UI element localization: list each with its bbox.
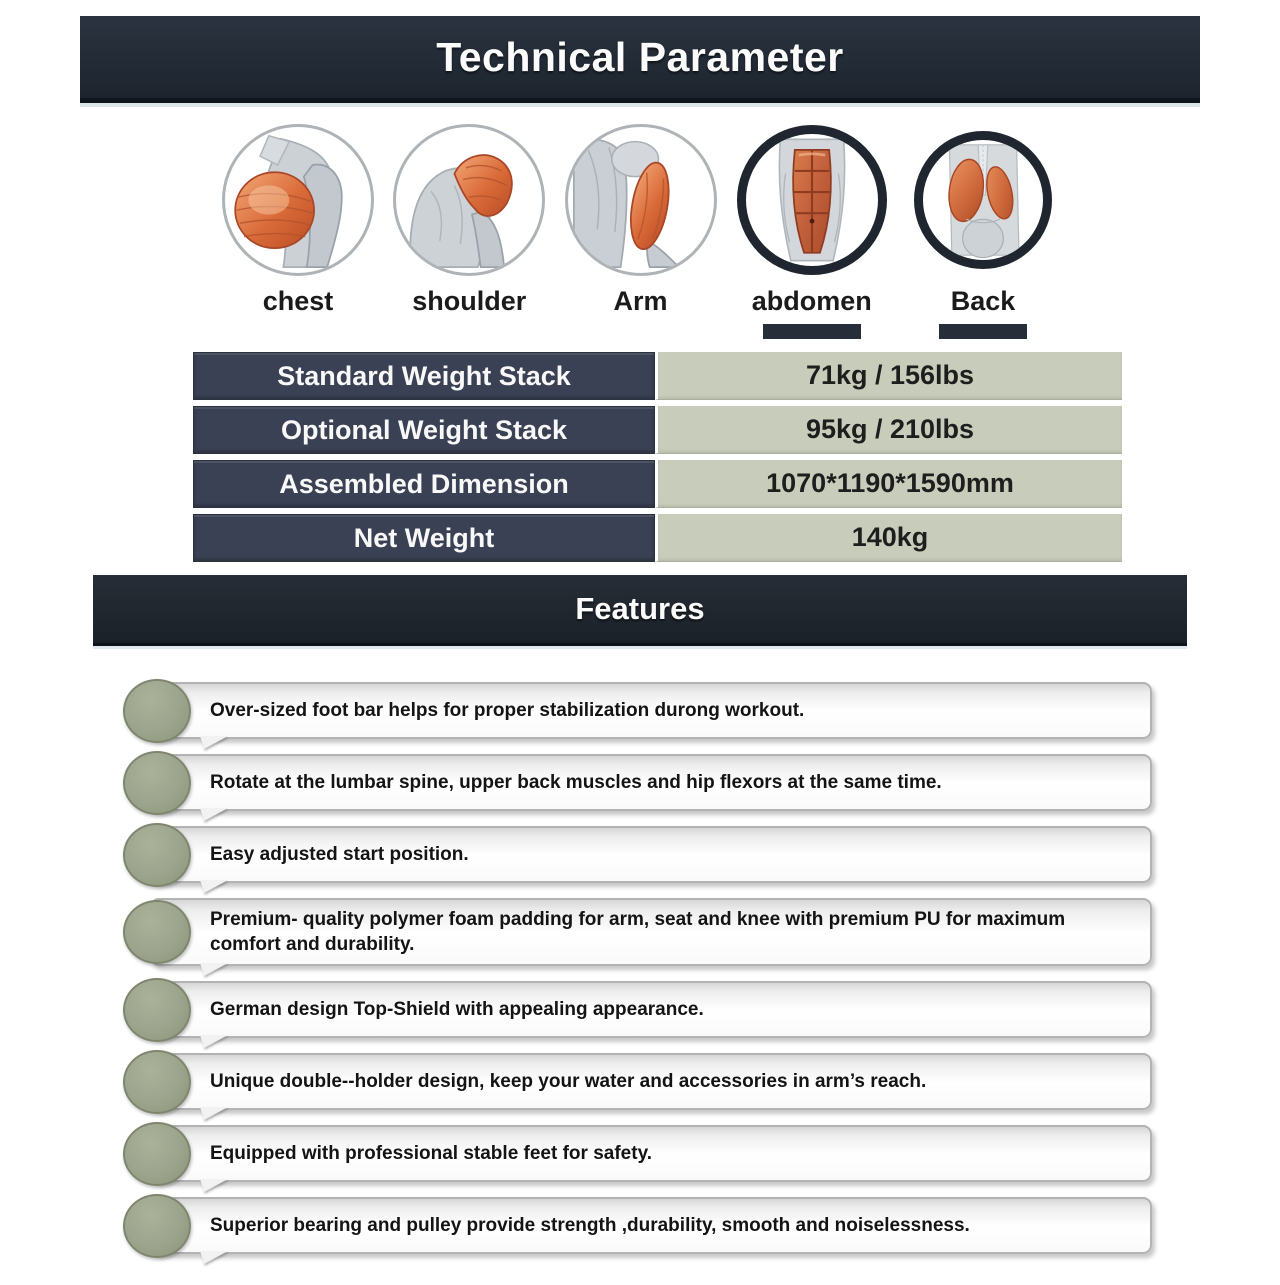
feature-row xyxy=(120,981,1152,1038)
abdomen-active-underline xyxy=(763,324,861,339)
spec-table-row xyxy=(193,406,1122,454)
feature-text: Over-sized foot bar helps for proper stabilization durong workout. xyxy=(150,682,1152,739)
arm-circle xyxy=(565,118,717,282)
spec-table-row xyxy=(193,514,1122,562)
feature-bullet-icon xyxy=(123,1050,191,1114)
feature-text: German design Top-Shield with appealing appearance. xyxy=(150,981,1152,1038)
feature-row xyxy=(120,1197,1152,1254)
feature-bullet-icon xyxy=(123,1194,191,1258)
back-muscle-illustration xyxy=(914,131,1052,269)
spec-label-cell: Optional Weight Stack xyxy=(193,406,655,454)
muscle-item-arm xyxy=(556,118,726,339)
chest-muscle-illustration xyxy=(222,124,374,276)
feature-text: Superior bearing and pulley provide strength ,durability, smooth and noiselessness. xyxy=(150,1197,1152,1254)
features-header xyxy=(93,575,1187,646)
feature-row xyxy=(120,826,1152,883)
muscle-item-shoulder xyxy=(384,118,554,339)
back-active-underline xyxy=(939,324,1027,339)
abdomen-circle xyxy=(737,118,887,282)
feature-bullet-icon xyxy=(123,978,191,1042)
feature-bullet-icon xyxy=(123,751,191,815)
feature-row xyxy=(120,1125,1152,1182)
back-circle xyxy=(914,118,1052,282)
muscle-label-shoulder: shoulder xyxy=(412,286,527,316)
feature-row xyxy=(120,898,1152,966)
feature-text: Unique double--holder design, keep your water and accessories in arm’s reach. xyxy=(150,1053,1152,1110)
feature-bullet-icon xyxy=(123,679,191,743)
technical-parameter-header xyxy=(80,16,1200,103)
muscle-item-back xyxy=(898,118,1068,339)
shoulder-circle xyxy=(393,118,545,282)
technical-parameter-title: Technical Parameter xyxy=(436,33,844,80)
spec-value-cell: 71kg / 156lbs xyxy=(655,352,1122,400)
shoulder-muscle-illustration xyxy=(393,124,545,276)
spec-value-cell: 1070*1190*1590mm xyxy=(655,460,1122,508)
muscle-item-abdomen xyxy=(727,118,897,339)
feature-text: Equipped with professional stable feet for safety. xyxy=(150,1125,1152,1182)
arm-muscle-illustration xyxy=(565,124,717,276)
feature-row xyxy=(120,682,1152,739)
feature-bullet-icon xyxy=(123,1122,191,1186)
feature-text: Premium- quality polymer foam padding for arm, seat and knee with premium PU for maximum comfort and durability. xyxy=(150,898,1152,966)
feature-row xyxy=(120,754,1152,811)
muscle-groups-row xyxy=(213,118,1068,339)
muscle-label-abdomen: abdomen xyxy=(751,286,872,316)
muscle-item-chest xyxy=(213,118,383,339)
spec-table-row xyxy=(193,460,1122,508)
muscle-label-arm: Arm xyxy=(613,286,668,316)
spec-value-cell: 95kg / 210lbs xyxy=(655,406,1122,454)
feature-row xyxy=(120,1053,1152,1110)
chest-circle xyxy=(222,118,374,282)
muscle-label-chest: chest xyxy=(262,286,334,316)
feature-text: Rotate at the lumbar spine, upper back muscles and hip flexors at the same time. xyxy=(150,754,1152,811)
spec-label-cell: Assembled Dimension xyxy=(193,460,655,508)
feature-text: Easy adjusted start position. xyxy=(150,826,1152,883)
muscle-label-back: Back xyxy=(950,286,1016,316)
spec-label-cell: Standard Weight Stack xyxy=(193,352,655,400)
features-title: Features xyxy=(575,591,705,626)
spec-value-cell: 140kg xyxy=(655,514,1122,562)
spec-label-cell: Net Weight xyxy=(193,514,655,562)
spec-table-row xyxy=(193,352,1122,400)
feature-bullet-icon xyxy=(123,823,191,887)
feature-bullet-icon xyxy=(123,900,191,964)
abdomen-muscle-illustration xyxy=(737,125,887,275)
features-list xyxy=(120,682,1152,1254)
spec-table xyxy=(193,352,1122,562)
